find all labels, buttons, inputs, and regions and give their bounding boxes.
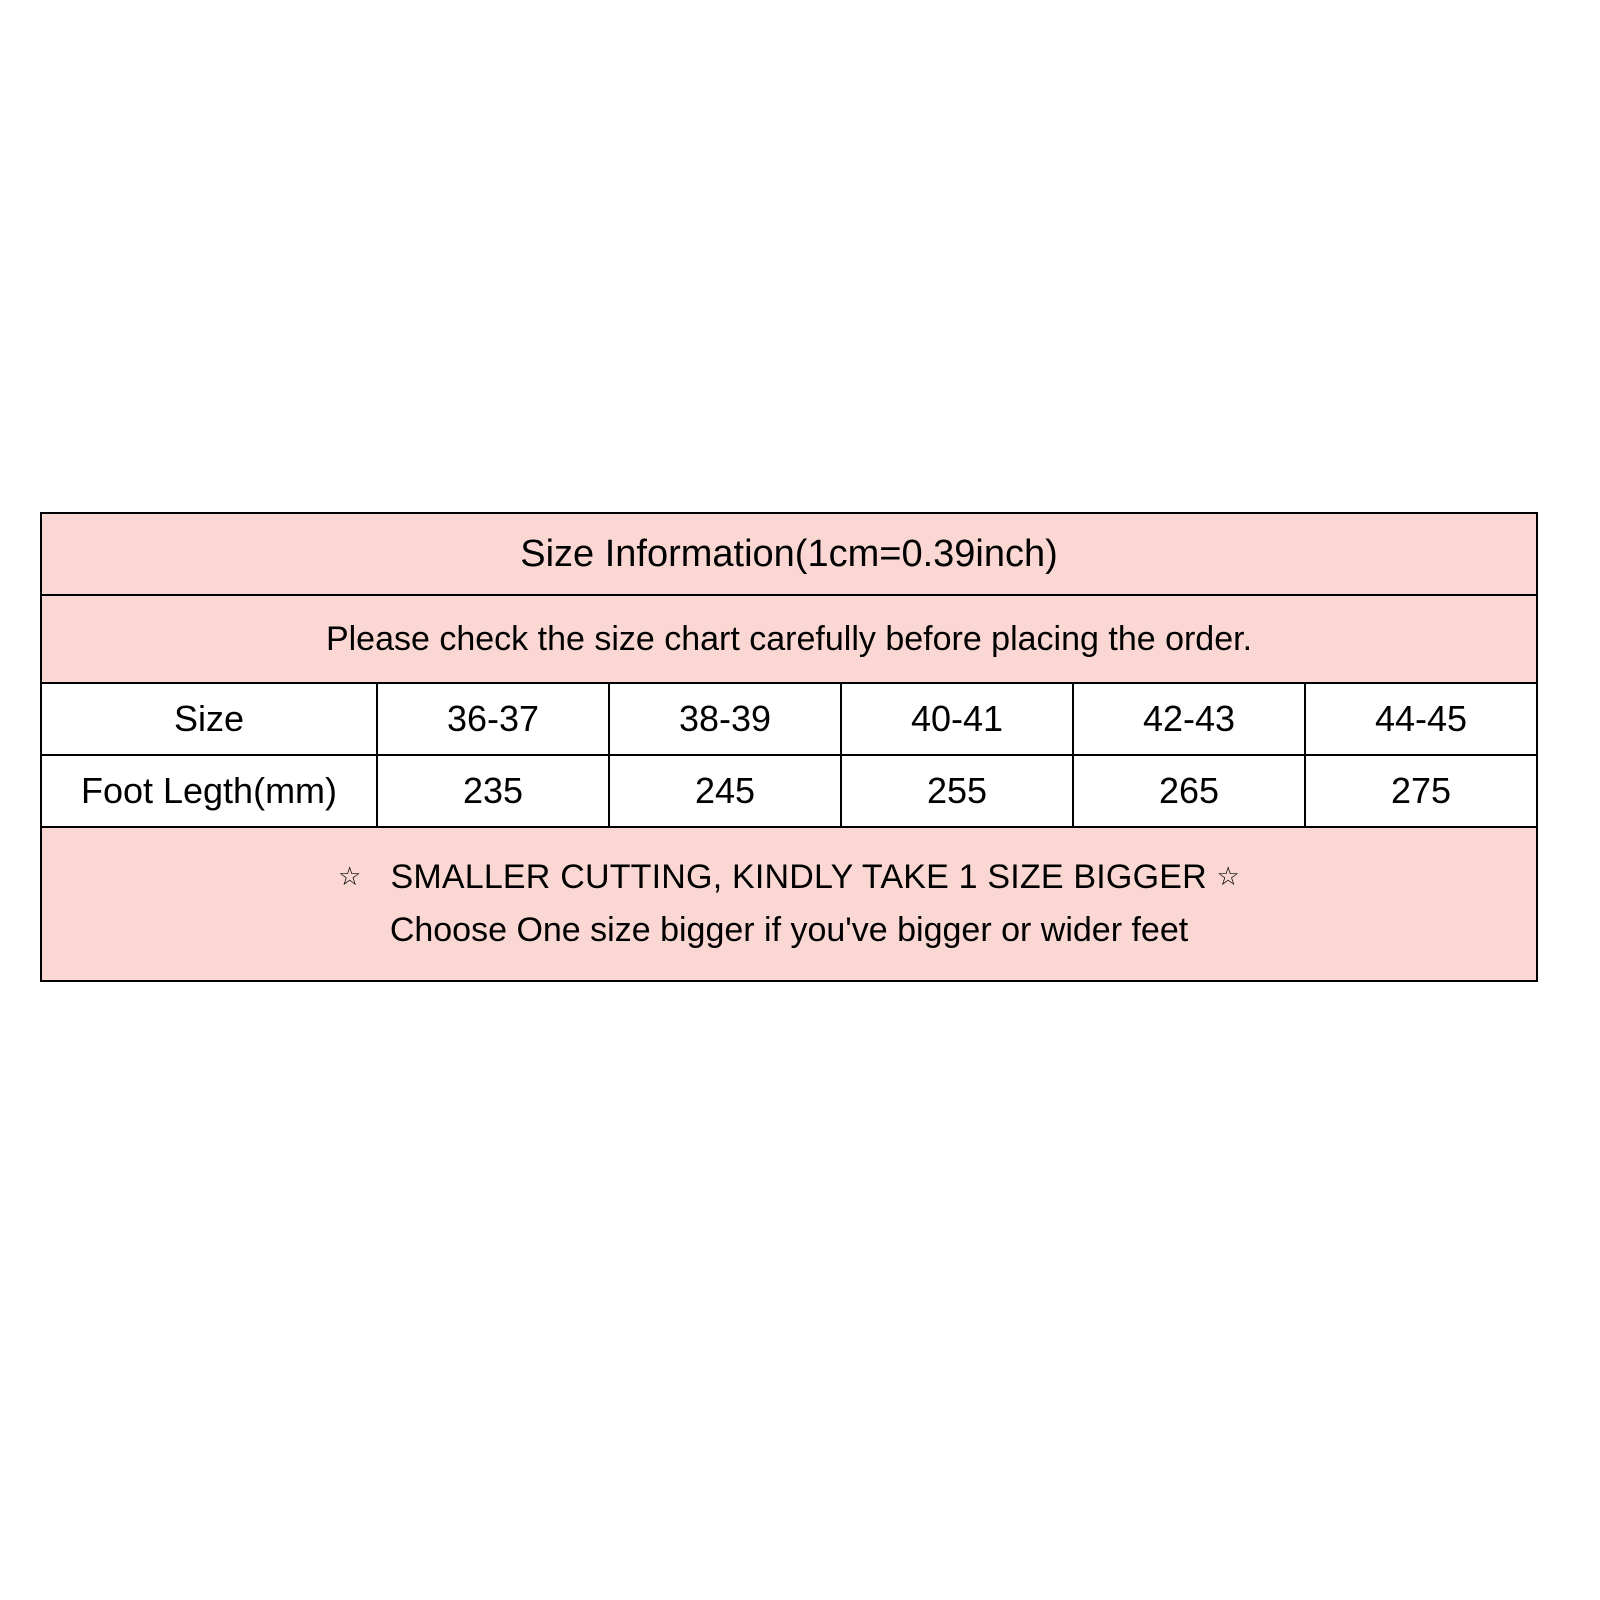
table-row-footer	[41, 827, 1537, 981]
table-subtitle: Please check the size chart carefully before placing the order.	[41, 595, 1537, 683]
table-row-title	[41, 513, 1537, 595]
column-header-44-45: 44-45	[1305, 683, 1537, 755]
table-row-subtitle	[41, 595, 1537, 683]
cell-foot-length-38-39: 245	[609, 755, 841, 827]
cell-foot-length-40-41: 255	[841, 755, 1073, 827]
table-footer-note	[41, 827, 1537, 981]
cell-foot-length-44-45: 275	[1305, 755, 1537, 827]
footer-text-primary: SMALLER CUTTING, KINDLY TAKE 1 SIZE BIGGER	[390, 858, 1207, 897]
column-header-42-43: 42-43	[1073, 683, 1305, 755]
row-label-foot-length: Foot Legth(mm)	[41, 755, 377, 827]
table-row-header	[41, 683, 1537, 755]
cell-foot-length-36-37: 235	[377, 755, 609, 827]
table-title: Size Information(1cm=0.39inch)	[41, 513, 1537, 595]
column-header-38-39: 38-39	[609, 683, 841, 755]
column-header-size: Size	[41, 683, 377, 755]
table-row	[41, 755, 1537, 827]
size-information-table	[40, 512, 1538, 982]
cell-foot-length-42-43: 265	[1073, 755, 1305, 827]
star-icon-right: ☆	[1216, 861, 1241, 892]
footer-text-secondary: Choose One size bigger if you've bigger or wider feet	[389, 911, 1189, 949]
column-header-36-37: 36-37	[377, 683, 609, 755]
column-header-40-41: 40-41	[841, 683, 1073, 755]
footer-line-one	[42, 851, 1536, 904]
star-icon-left: ☆	[337, 861, 362, 892]
